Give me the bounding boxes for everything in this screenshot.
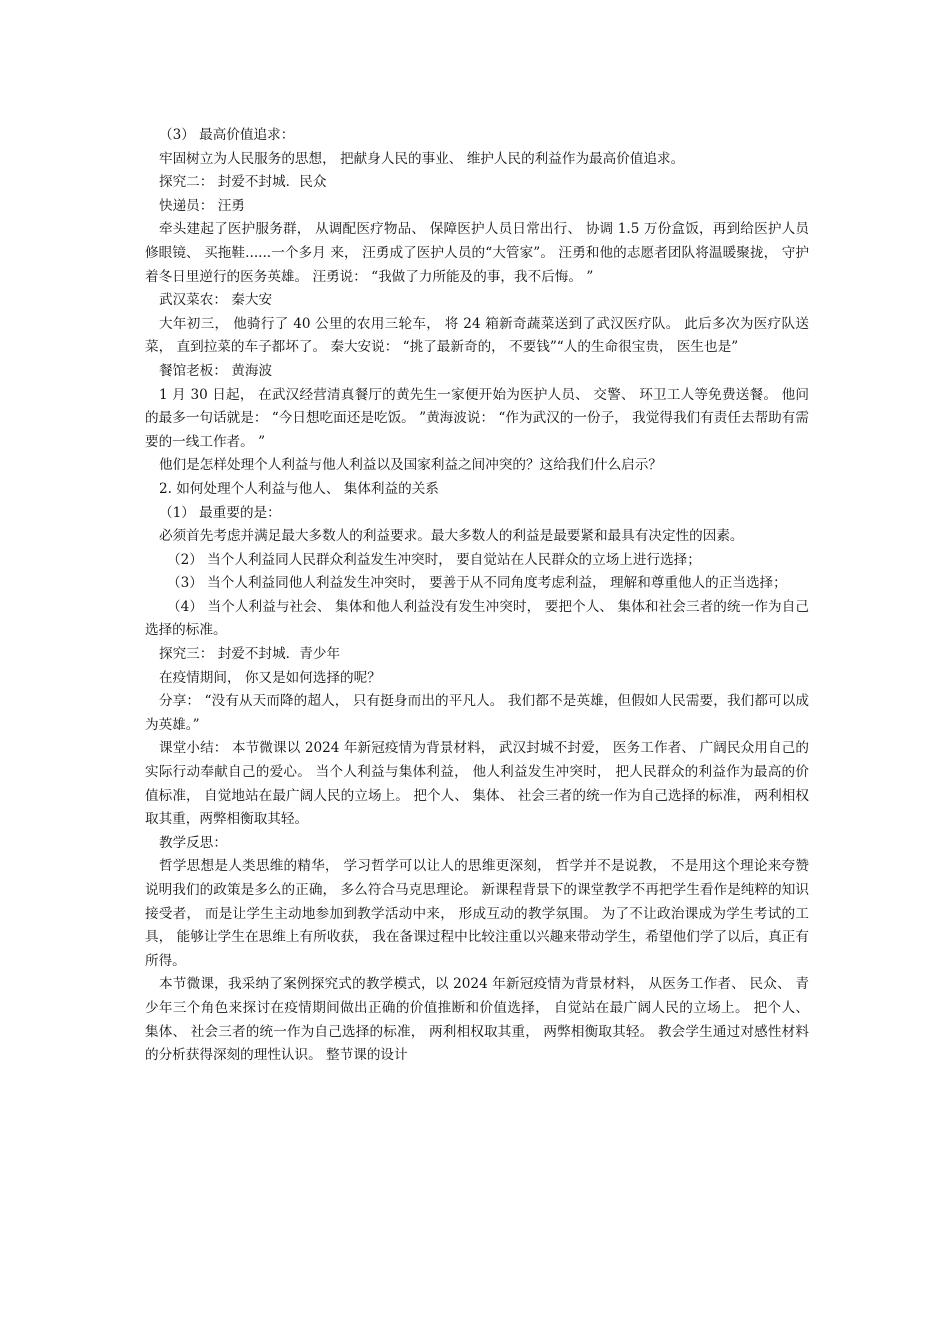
paragraph-17: 探究三： 封爱不封城．青少年 <box>159 646 341 663</box>
paragraph-4: 快递员： 汪勇 <box>159 197 245 214</box>
paragraph-23: 本节微课，我采纳了案例探究式的教学模式，以 2024 年新冠疫情为背景材料， 从医务工作者、 民众、 青少年三个角色来探讨在疫情期间做出正确的价值推断和价值选择， 自觉站在最广阔人民的立场上。 把个人、 集体、 社会三者的统一作为自己选择的标准， 两利相权取其重， 两弊相衡取其轻。 教会学生通过对感性材料的分析获得深刻的理性认识。 整节课的设计 <box>145 976 809 1064</box>
paragraph-20: 课堂小结： 本节微课以 2024 年新冠疫情为背景材料， 武汉封城不封爱， 医务工作者、 广阔民众用自己的实际行动奉献自己的爱心。 当个人利益与集体利益， 他人利益发生冲突时， 把人民群众的利益作为最高的价值标准， 自觉地站在最广阔人民的立场上。 把个人、 集体、 社会三者的统一作为自己选择的标准， 两利相权取其重，两弊相衡取其轻。 <box>145 740 809 828</box>
paragraph-15: （3） 当个人利益同他人利益发生冲突时， 要善于从不同角度考虑利益， 理解和尊重他人的正当选择； <box>167 575 787 592</box>
paragraph-10: 他们是怎样处理个人利益与他人利益以及国家利益之间冲突的？这给我们什么启示？ <box>159 457 662 474</box>
paragraph-11: 2. 如何处理个人利益与他人、 集体利益的关系 <box>159 480 439 497</box>
paragraph-8: 餐馆老板： 黄海波 <box>159 362 273 379</box>
paragraph-16: （4） 当个人利益与社会、 集体和他人利益没有发生冲突时， 要把个人、 集体和社会三者的统一作为自己选择的标准。 <box>145 598 809 639</box>
paragraph-13: 必须首先考虑并满足最大多数人的利益要求。最大多数人的利益是最要紧和最具有决定性的因素。 <box>159 528 744 545</box>
paragraph-18: 在疫情期间， 你又是如何选择的呢？ <box>159 669 381 686</box>
paragraph-7: 大年初三， 他骑行了 40 公里的农用三轮车， 将 24 箱新奇蔬菜送到了武汉医疗队。 此后多次为医疗队送菜， 直到拉菜的车子都坏了。 秦大安说： “挑了最新奇的， 不要钱”“人的生命很宝贵， 医生也是” <box>145 315 809 356</box>
document-body <box>145 124 809 1068</box>
paragraph-5: 牵头建起了医护服务群， 从调配医疗物品、 保障医护人员日常出行、 协调 1.5 万份盒饭，再到给医护人员修眼镜、 买拖鞋......一个多月 来， 汪勇成了医护人员的“大管家”。 汪勇和他的志愿者团队将温暖聚拢， 守护着冬日里逆行的医务英雄。 汪勇说： “我做了力所能及的事，我不后悔。 ” <box>145 221 809 285</box>
paragraph-3: 探究二： 封爱不封城．民众 <box>159 174 327 191</box>
paragraph-12: （1） 最重要的是： <box>159 504 281 521</box>
paragraph-1: （3） 最高价值追求： <box>159 127 295 143</box>
paragraph-14: （2） 当个人利益同人民群众利益发生冲突时， 要自觉站在人民群众的立场上进行选择； <box>167 551 701 568</box>
paragraph-9: 1 月 30 日起， 在武汉经营清真餐厅的黄先生一家便开始为医护人员、 交警、 环卫工人等免费送餐。 他问的最多一句话就是： “今日想吃面还是吃饭。 ”黄海波说： “作为武汉的一份子， 我觉得我们有责任去帮助有需要的一线工作者。 ” <box>145 386 809 450</box>
paragraph-22: 哲学思想是人类思维的精华， 学习哲学可以让人的思维更深刻， 哲学并不是说教， 不是用这个理论来夸赞说明我们的政策是多么的正确， 多么符合马克思理论。 新课程背景下的课堂教学不再把学生看作是纯粹的知识接受者， 而是让学生主动地参加到教学活动中来， 形成互动的教学氛围。 为了不让政治课成为学生考试的工具， 能够让学生在思维上有所收获， 我在备课过程中比较注重以兴趣来带动学生，希望他们学了以后，真正有所得。 <box>145 858 809 969</box>
paragraph-21: 教学反思： <box>159 834 227 851</box>
paragraph-19: 分享： “没有从天而降的超人， 只有挺身而出的平凡人。 我们都不是英雄，但假如人民需要，我们都可以成为英雄。” <box>145 693 809 733</box>
paragraph-2: 牢固树立为人民服务的思想， 把献身人民的事业、 维护人民的利益作为最高价值追求。 <box>159 150 685 167</box>
paragraph-6: 武汉菜农： 秦大安 <box>159 292 273 309</box>
